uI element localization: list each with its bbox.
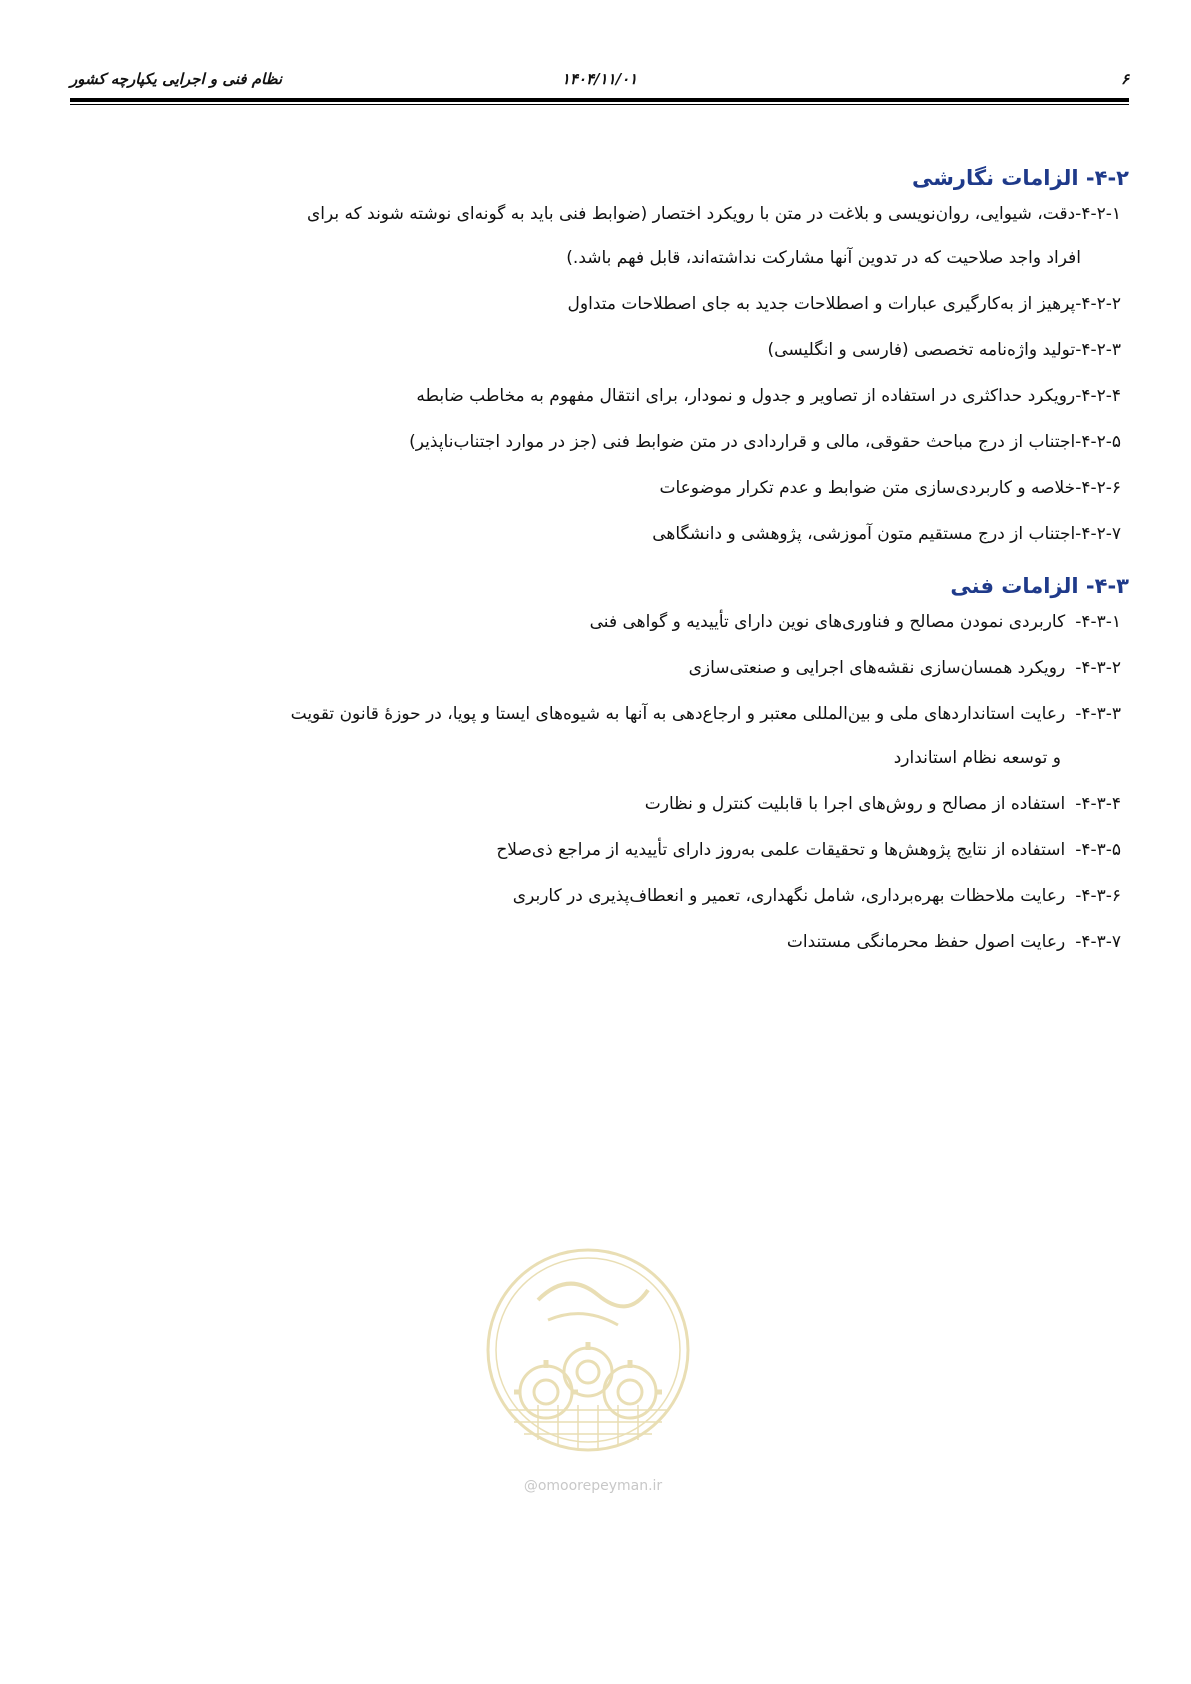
section-title: ۴-۲- الزامات نگارشی [911, 166, 1129, 190]
item-text: رویکرد همسان‌سازی نقشه‌های اجرایی و صنعتی‌سازی [688, 658, 1066, 678]
header-doc-title: نظام فنی و اجرایی یکپارچه کشور [70, 70, 283, 88]
item-text: ۴-۲-۲-پرهیز از به‌کارگیری عبارات و اصطلاحات جدید به جای اصطلاحات متداول [567, 294, 1121, 314]
watermark-logo-icon [468, 1240, 708, 1470]
item-text: ۴-۲-۳-تولید واژه‌نامه تخصصی (فارسی و انگلیسی) [767, 340, 1121, 360]
item-number: ۴-۳-۲- [1075, 658, 1121, 678]
list-item [70, 476, 1129, 500]
list-item [70, 522, 1129, 546]
item-number: ۴-۳-۳- [1075, 704, 1121, 724]
item-number: ۴-۳-۷- [1075, 932, 1121, 952]
section-writing-requirements [70, 160, 1129, 546]
watermark-url: @omoorepeyman.ir [523, 1478, 663, 1494]
section-title: ۴-۳- الزامات فنی [950, 574, 1129, 598]
section-technical-requirements [70, 568, 1129, 954]
item-text: ۴-۲-۷-اجتناب از درج مستقیم متون آموزشی، پژوهشی و دانشگاهی [652, 524, 1121, 544]
item-text: ۴-۲-۶-خلاصه و کاربردی‌سازی متن ضوابط و عدم تکرار موضوعات [659, 478, 1121, 498]
item-text: کاربردی نمودن مصالح و فناوری‌های نوین دارای تأییدیه و گواهی فنی [589, 612, 1066, 632]
item-text-continued: افراد واجد صلاحیت که در تدوین آنها مشارکت نداشته‌اند، قابل فهم باشد.) [566, 248, 1081, 268]
list-item [70, 930, 1129, 954]
item-text: ۴-۲-۴-رویکرد حداکثری در استفاده از تصاویر و جدول و نمودار، برای انتقال مفهوم به مخاطب ضابطه [416, 386, 1121, 406]
list-item [70, 610, 1129, 634]
item-number: ۴-۳-۴- [1075, 794, 1121, 814]
header-rule-thick [70, 98, 1129, 102]
list-item [70, 292, 1129, 316]
list-item [70, 792, 1129, 816]
item-text: ۴-۲-۵-اجتناب از درج مباحث حقوقی، مالی و قراردادی در متن ضوابط فنی (جز در موارد اجتناب‌ناپذیر) [409, 432, 1121, 452]
list-item [70, 338, 1129, 362]
list-item [70, 430, 1129, 454]
item-text: ۴-۲-۱-دقت، شیوایی، روان‌نویسی و بلاغت در متن با رویکرد اختصار (ضوابط فنی باید به گونه‌ای نوشته شوند که برای [306, 204, 1121, 224]
list-item [70, 702, 1129, 770]
list-item [70, 384, 1129, 408]
item-text: استفاده از نتایج پژوهش‌ها و تحقیقات علمی به‌روز دارای تأییدیه از مراجع ذی‌صلاح [496, 840, 1066, 860]
item-number: ۴-۳-۵- [1075, 840, 1121, 860]
item-text: رعایت استانداردهای ملی و بین‌المللی معتبر و ارجاع‌دهی به آنها به شیوه‌های ایستا و پویا، در حوزۀ قانون تقویت [290, 704, 1066, 724]
item-text-continued: و توسعه نظام استاندارد [893, 748, 1061, 768]
item-text: رعایت ملاحظات بهره‌برداری، شامل نگهداری، تعمیر و انعطاف‌پذیری در کاربری [512, 886, 1066, 906]
page-number: ۶ [1120, 70, 1129, 88]
list-item [70, 838, 1129, 862]
item-number: ۴-۳-۱- [1075, 612, 1121, 632]
header-date: ۱۴۰۴/۱۱/۰۱ [561, 70, 638, 88]
document-body [70, 160, 1129, 976]
header-rule-thin [70, 104, 1129, 105]
item-text: رعایت اصول حفظ محرمانگی مستندات [786, 932, 1066, 952]
list-item [70, 656, 1129, 680]
page-header [70, 64, 1129, 94]
list-item [70, 884, 1129, 908]
list-item [70, 202, 1129, 270]
item-number: ۴-۳-۶- [1075, 886, 1121, 906]
item-text: استفاده از مصالح و روش‌های اجرا با قابلیت کنترل و نظارت [644, 794, 1066, 814]
